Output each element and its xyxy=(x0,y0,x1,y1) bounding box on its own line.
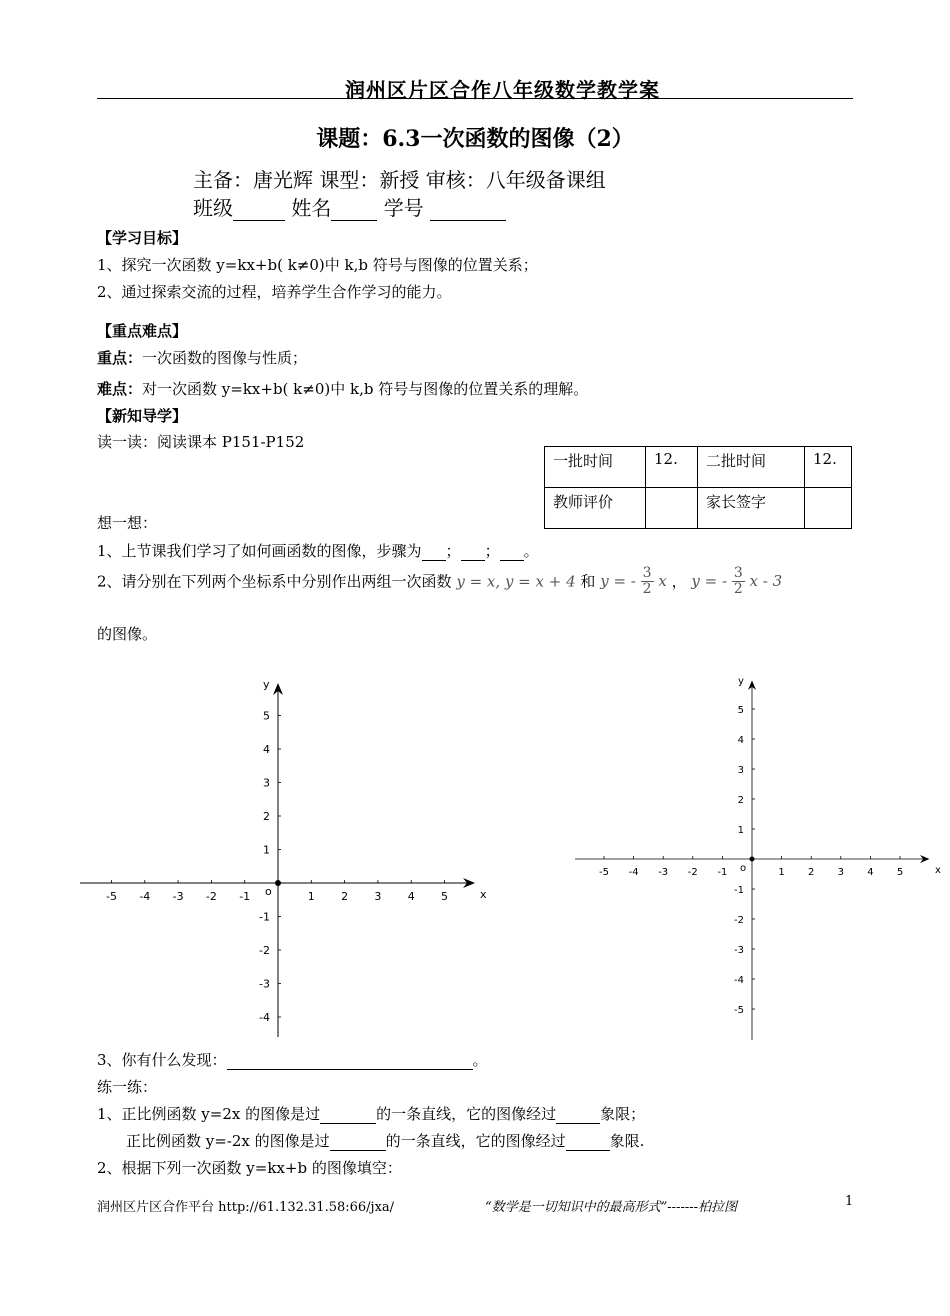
x-axis-label: x xyxy=(480,888,487,901)
y-tick-label: 3 xyxy=(737,765,744,776)
p1a-text: 象限； xyxy=(600,1105,646,1123)
p1a-blank-1[interactable] xyxy=(320,1123,376,1124)
fraction-num: 3 xyxy=(642,565,652,581)
y-tick-label: -3 xyxy=(734,945,744,956)
x-tick-label: 5 xyxy=(441,890,448,903)
footer-quote: “数学是一切知识中的最高形式”-------柏拉图 xyxy=(485,1200,738,1215)
x-tick-label: 1 xyxy=(307,890,315,903)
table-cell: 家长签字 xyxy=(698,488,805,529)
x-tick-label: -4 xyxy=(628,867,639,878)
fraction-num: 3 xyxy=(733,565,743,581)
practice-2: 2、根据下列一次函数 y=kx+b 的图像填空： xyxy=(97,1159,402,1177)
origin-label: o xyxy=(265,885,272,898)
objective-2: 2、通过探索交流的过程，培养学生合作学习的能力。 xyxy=(97,283,452,301)
lesson-title: 课题：6.3一次函数的图像（2） xyxy=(316,126,634,152)
formula-1: y = x xyxy=(456,572,496,591)
formula-3-lhs: y = - xyxy=(600,571,636,590)
practice-1b xyxy=(126,1130,644,1151)
table-row xyxy=(545,488,852,529)
x-tick-label: 4 xyxy=(407,890,415,903)
origin-dot xyxy=(750,857,755,862)
q2-text: 2、请分别在下列两个坐标系中分别作出两组一次函数 xyxy=(97,572,452,591)
p1a-text: 1、正比例函数 y=2x 的图像是过 xyxy=(97,1105,321,1123)
y-tick-label: -4 xyxy=(259,1011,270,1024)
fraction xyxy=(732,566,745,597)
right-coordinate-grid[interactable] xyxy=(570,672,945,1042)
formula-sep: , xyxy=(495,572,501,591)
y-tick-label: 4 xyxy=(737,735,744,746)
q1-sep: ； xyxy=(445,542,461,560)
x-tick-label: -5 xyxy=(599,867,609,878)
think-line: 想一想： xyxy=(97,514,158,532)
p1b-text: 象限. xyxy=(609,1132,645,1150)
fraction-den: 2 xyxy=(733,581,743,597)
x-tick-label: 4 xyxy=(867,867,874,878)
x-tick-label: -3 xyxy=(658,867,669,878)
q1-blank-3[interactable] xyxy=(500,560,524,561)
x-tick-label: -3 xyxy=(172,890,184,903)
footer-page-number: 1 xyxy=(845,1194,854,1209)
x-tick-label: -2 xyxy=(687,867,698,878)
formula-4-rhs: x - 3 xyxy=(749,571,783,590)
q2-tail: 的图像。 xyxy=(97,625,158,643)
practice-1a xyxy=(97,1103,645,1124)
q2-and: 和 xyxy=(580,572,596,591)
p1b-text: 的一条直线，它的图像经过 xyxy=(385,1132,566,1150)
x-tick-label: 3 xyxy=(374,890,382,903)
guide-heading: 【新知导学】 xyxy=(97,407,188,425)
y-tick-label: 1 xyxy=(263,843,270,857)
objectives-heading: 【学习目标】 xyxy=(97,229,188,247)
origin-dot xyxy=(275,880,281,886)
p1b-text: 正比例函数 y=-2x 的图像是过 xyxy=(126,1132,330,1150)
y-tick-label: 2 xyxy=(263,810,270,823)
y-tick-label: 3 xyxy=(263,776,270,790)
y-tick-label: -5 xyxy=(734,1005,744,1016)
header-title: 润州区片区合作八年级数学教学案 xyxy=(345,78,660,102)
x-tick-label: -1 xyxy=(239,890,251,903)
class-blank[interactable] xyxy=(233,220,285,221)
focus-text: 一次函数的图像与性质； xyxy=(142,349,308,367)
formula-3 xyxy=(600,565,671,597)
origin-label: o xyxy=(740,863,747,874)
difficulty-label: 难点： xyxy=(97,380,143,398)
y-axis-label: y xyxy=(263,678,270,691)
y-tick-label: 1 xyxy=(737,825,744,836)
table-cell: 教师评价 xyxy=(545,488,646,529)
keypoints-heading: 【重点难点】 xyxy=(97,322,188,340)
fraction xyxy=(641,566,654,597)
p1b-blank-2[interactable] xyxy=(566,1150,610,1151)
q1-text: 1、上节课我们学习了如何画函数的图像，步骤为 xyxy=(97,542,422,560)
q3-text: 3、你有什么发现： xyxy=(97,1051,227,1069)
x-axis-label: x xyxy=(935,865,941,876)
student-info-line xyxy=(193,192,506,221)
focus-line xyxy=(97,347,307,368)
y-tick-label: -1 xyxy=(259,910,270,924)
x-tick-label: -1 xyxy=(717,867,728,878)
q1-sep: ； xyxy=(484,542,500,560)
x-tick-label: -4 xyxy=(139,890,151,903)
formula-2: y = x + 4 xyxy=(504,572,576,591)
practice-heading: 练一练： xyxy=(97,1078,158,1096)
name-label: 姓名 xyxy=(291,196,332,220)
fraction-den: 2 xyxy=(642,581,652,597)
table-row xyxy=(545,447,852,488)
table-cell[interactable]: 12. xyxy=(805,447,852,488)
p1b-blank-1[interactable] xyxy=(330,1150,386,1151)
x-tick-label: -5 xyxy=(106,890,117,903)
id-label: 学号 xyxy=(383,196,424,220)
difficulty-line xyxy=(97,378,588,399)
sign-table xyxy=(544,446,852,529)
question-2 xyxy=(97,566,782,597)
y-tick-label: 5 xyxy=(737,705,744,716)
formula-sep: ， xyxy=(671,572,687,591)
y-tick-label: -4 xyxy=(734,975,744,986)
p1a-text: 的一条直线，它的图像经过 xyxy=(376,1105,557,1123)
table-cell: 二批时间 xyxy=(698,447,805,488)
y-tick-label: 5 xyxy=(263,709,270,723)
header-rule xyxy=(97,98,853,99)
x-tick-label: 2 xyxy=(341,890,349,903)
q1-end: 。 xyxy=(523,542,539,560)
y-tick-label: -1 xyxy=(734,885,744,896)
table-cell: 一批时间 xyxy=(545,447,646,488)
table-cell[interactable] xyxy=(646,488,698,529)
table-cell[interactable]: 12. xyxy=(646,447,698,488)
question-3 xyxy=(97,1049,488,1070)
objective-1: 1、探究一次函数 y=kx+b( k≠0)中 k,b 符号与图像的位置关系； xyxy=(97,256,538,274)
p1a-blank-2[interactable] xyxy=(556,1123,600,1124)
q1-blank-2[interactable] xyxy=(461,560,485,561)
formula-4 xyxy=(691,565,783,597)
y-tick-label: 2 xyxy=(737,795,744,806)
table-cell[interactable] xyxy=(805,488,852,529)
formula-4-lhs: y = - xyxy=(691,571,728,590)
y-tick-label: -3 xyxy=(259,977,270,991)
q3-blank[interactable] xyxy=(227,1069,473,1070)
x-tick-label: 2 xyxy=(808,867,815,878)
name-blank[interactable] xyxy=(331,220,377,221)
q1-blank-1[interactable] xyxy=(422,560,446,561)
x-tick-label: -2 xyxy=(205,890,217,903)
y-tick-label: -2 xyxy=(734,915,744,926)
x-tick-label: 5 xyxy=(896,867,904,878)
difficulty-text: 对一次函数 y=kx+b( k≠0)中 k,b 符号与图像的位置关系的理解。 xyxy=(142,380,589,398)
q3-end: 。 xyxy=(472,1051,488,1069)
id-blank[interactable] xyxy=(430,220,506,221)
read-line: 读一读：阅读课本 P151-P152 xyxy=(97,433,305,451)
class-label: 班级 xyxy=(193,196,233,220)
y-tick-label: -2 xyxy=(259,944,270,957)
x-tick-label: 1 xyxy=(778,867,785,878)
left-coordinate-grid[interactable] xyxy=(75,675,495,1040)
y-axis-label: y xyxy=(738,676,744,687)
footer-platform[interactable]: 润州区片区合作平台 http://61.132.31.58:66/jxa/ xyxy=(97,1200,395,1215)
formula-3-rhs: x xyxy=(658,571,667,590)
question-1 xyxy=(97,540,539,561)
y-tick-label: 4 xyxy=(263,743,270,756)
prepare-line: 主备：唐光辉 课型：新授 审核：八年级备课组 xyxy=(193,168,606,192)
x-tick-label: 3 xyxy=(837,867,844,878)
focus-label: 重点： xyxy=(97,349,143,367)
